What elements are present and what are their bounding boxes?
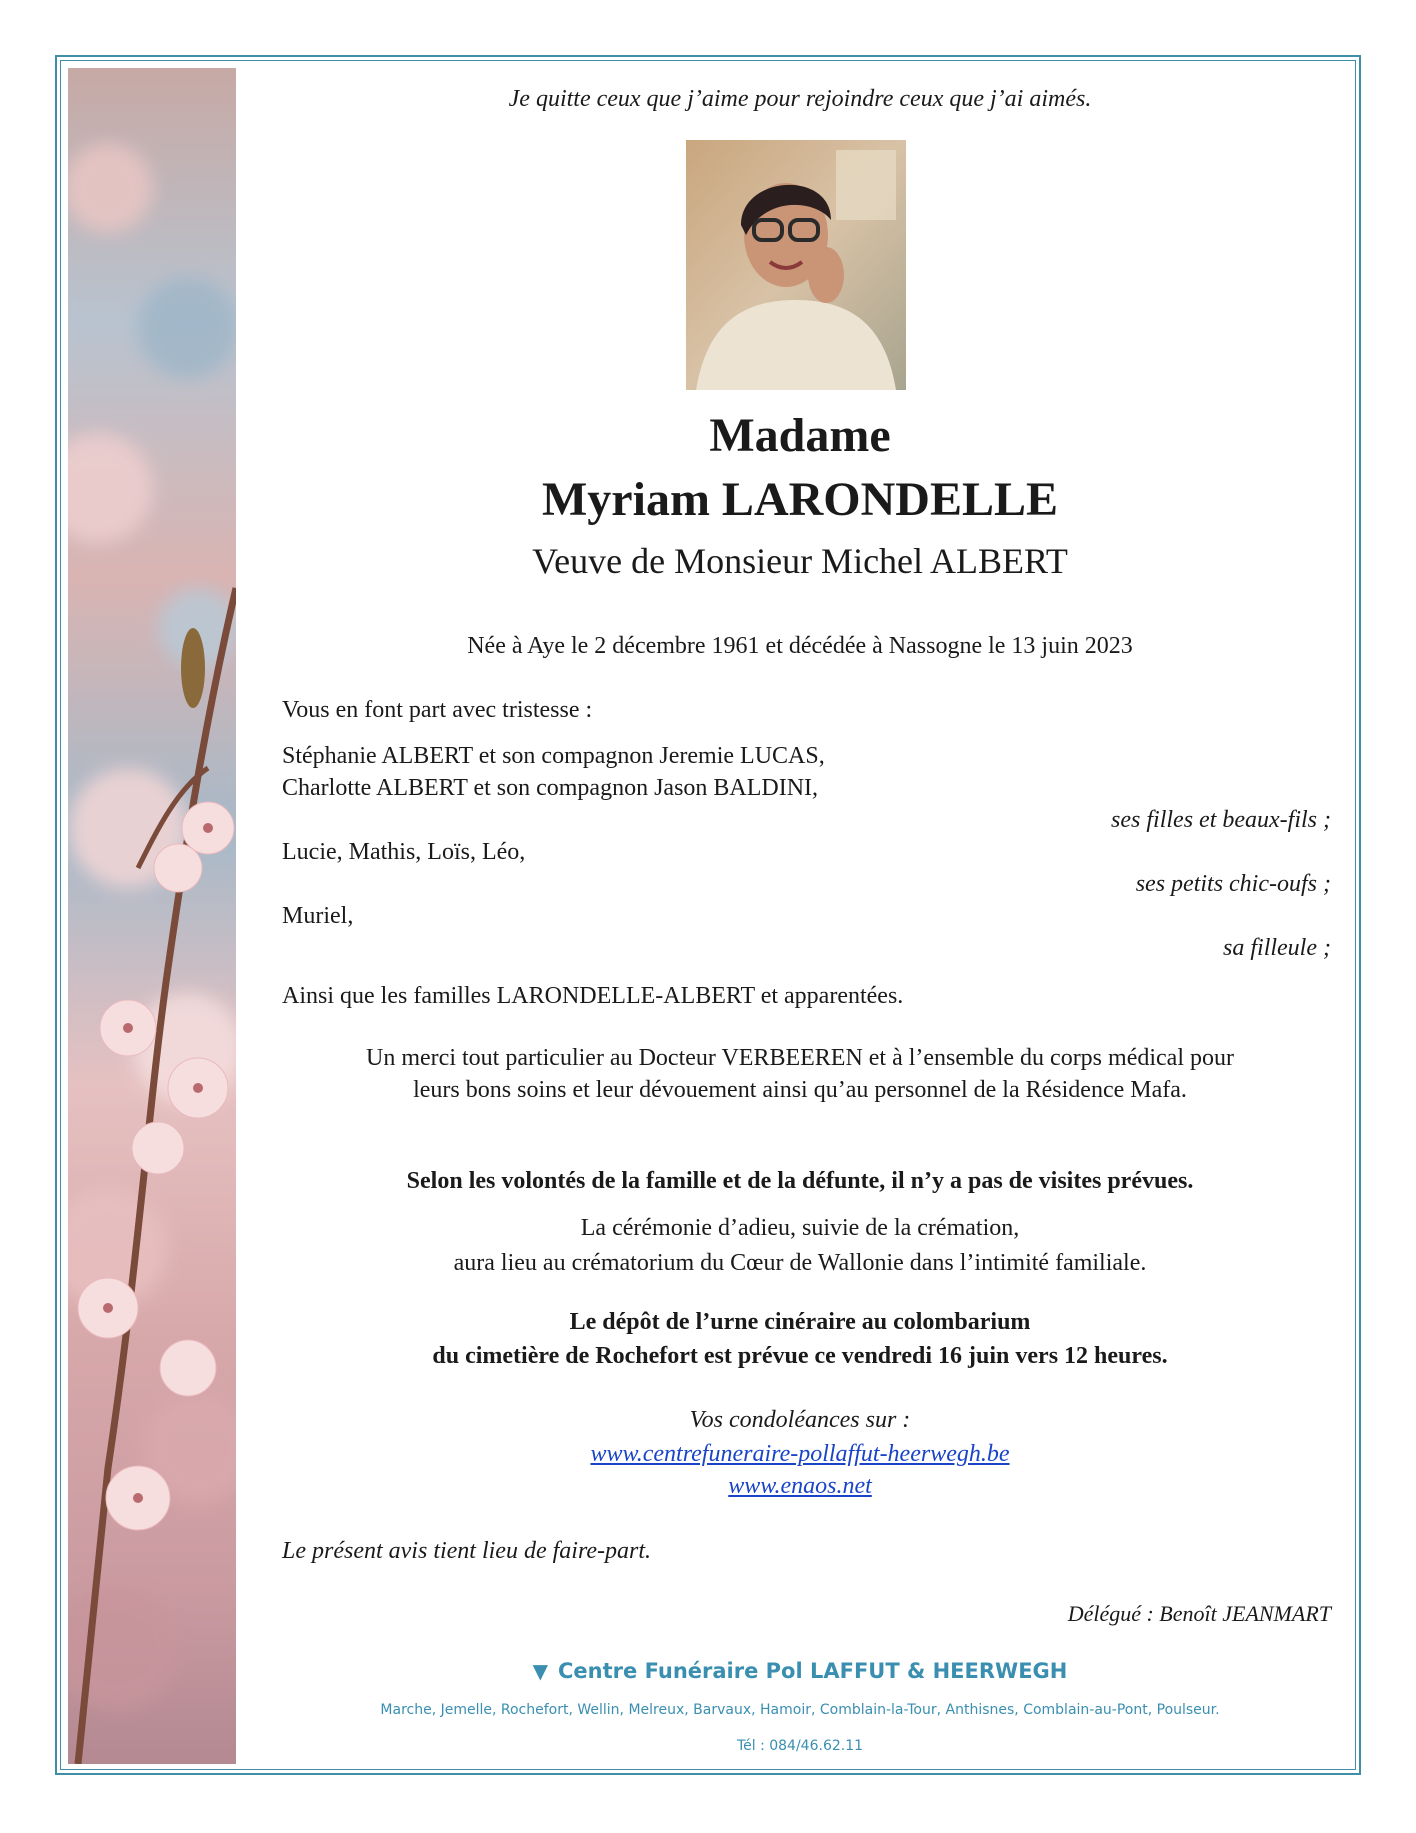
condolences-link-2[interactable]: www.enaos.net bbox=[728, 1473, 872, 1499]
name-title: Madame bbox=[709, 409, 891, 462]
floral-side-image bbox=[68, 68, 236, 1764]
daughter-line-1: Stéphanie ALBERT et son compagnon Jeremie LUCAS, bbox=[282, 743, 825, 769]
thanks-line-1: Un merci tout particulier au Docteur VERBEEREN et à l’ensemble du corps médical pour bbox=[366, 1045, 1234, 1071]
triangle-down-icon: ▼ bbox=[532, 1659, 549, 1683]
grandchildren-line: Lucie, Mathis, Loïs, Léo, bbox=[282, 839, 526, 865]
goddaughter-line: Muriel, bbox=[282, 903, 354, 929]
condolences-link-1[interactable]: www.centrefuneraire-pollaffut-heerwegh.be bbox=[590, 1441, 1010, 1467]
quote: Je quitte ceux que j’aime pour rejoindre ceux que j’ai aimés. bbox=[508, 86, 1092, 112]
goddaughter-role: sa filleule ; bbox=[1223, 935, 1331, 961]
grandchildren-role: ses petits chic-oufs ; bbox=[1135, 871, 1331, 897]
urn-line-1: Le dépôt de l’urne cinéraire au colombarium bbox=[569, 1309, 1031, 1335]
deceased-name: Myriam LARONDELLE bbox=[542, 473, 1058, 526]
birth-death-line: Née à Aye le 2 décembre 1961 et décédée à Nassogne le 13 juin 2023 bbox=[467, 633, 1133, 659]
footer-phone: Tél : 084/46.62.11 bbox=[736, 1738, 864, 1754]
footer-locations: Marche, Jemelle, Rochefort, Wellin, Melreux, Barvaux, Hamoir, Comblain-la-Tour, Anthisnes, Comblain-au-Pont, Poulseur. bbox=[380, 1702, 1220, 1718]
spouse-line: Veuve de Monsieur Michel ALBERT bbox=[532, 541, 1068, 581]
ceremony-line-2: aura lieu au crématorium du Cœur de Wallonie dans l’intimité familiale. bbox=[453, 1250, 1147, 1276]
condolences-label: Vos condoléances sur : bbox=[689, 1407, 911, 1433]
daughters-role: ses filles et beaux-fils ; bbox=[1111, 807, 1331, 833]
footer-company-name: Centre Funéraire Pol LAFFUT & HEERWEGH bbox=[558, 1659, 1068, 1683]
delegate-line: Délégué : Benoît JEANMART bbox=[1067, 1601, 1331, 1626]
families-line: Ainsi que les familles LARONDELLE-ALBERT et apparentées. bbox=[282, 983, 904, 1009]
thanks-line-2: leurs bons soins et leur dévouement ainsi qu’au personnel de la Résidence Mafa. bbox=[413, 1077, 1187, 1103]
ceremony-line-1: La cérémonie d’adieu, suivie de la crémation, bbox=[580, 1215, 1020, 1241]
portrait-photo bbox=[686, 140, 906, 390]
footer-company bbox=[240, 1659, 1360, 1683]
daughter-line-2: Charlotte ALBERT et son compagnon Jason BALDINI, bbox=[282, 775, 819, 801]
notice-line: Le présent avis tient lieu de faire-part. bbox=[282, 1538, 652, 1564]
announcement-line: Vous en font part avec tristesse : bbox=[282, 697, 593, 723]
urn-line-2: du cimetière de Rochefort est prévue ce vendredi 16 juin vers 12 heures. bbox=[432, 1343, 1168, 1369]
no-visits-line: Selon les volontés de la famille et de la défunte, il n’y a pas de visites prévues. bbox=[406, 1168, 1194, 1194]
